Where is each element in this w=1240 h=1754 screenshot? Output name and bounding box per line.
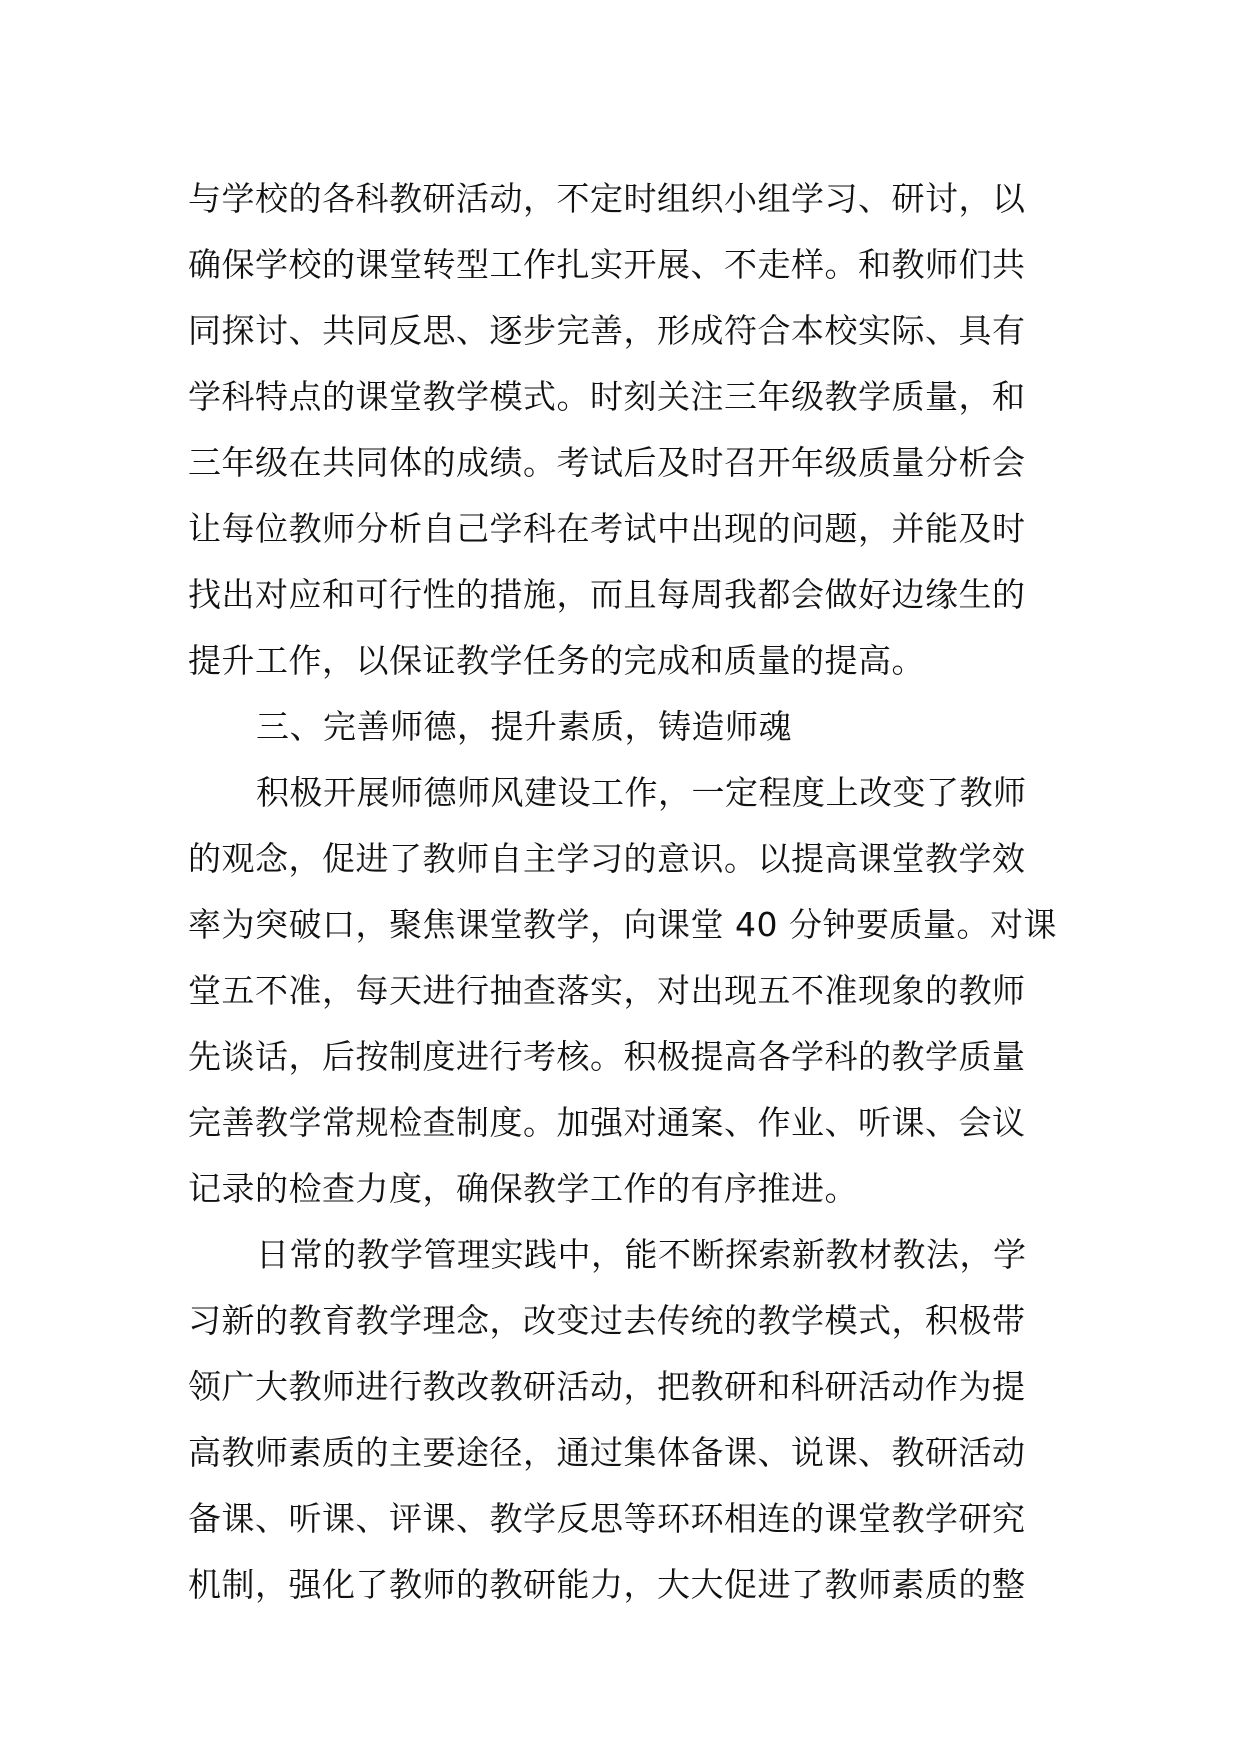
text-line: 确保学校的课堂转型工作扎实开展、不走样。和教师们共 <box>188 245 1026 284</box>
body-text <box>188 166 1068 1618</box>
text-line: 与学校的各科教研活动，不定时组织小组学习、研讨，以 <box>188 179 1026 218</box>
text-line: 率为突破口，聚焦课堂教学，向课堂 40 分钟要质量。对课 <box>188 905 1057 944</box>
text-line: 习新的教育教学理念，改变过去传统的教学模式，积极带 <box>188 1301 1026 1340</box>
text-line: 完善教学常规检查制度。加强对通案、作业、听课、会议 <box>188 1103 1026 1142</box>
text-line: 学科特点的课堂教学模式。时刻关注三年级教学质量，和 <box>188 377 1026 416</box>
paragraph-start-line: 积极开展师德师风建设工作，一定程度上改变了教师 <box>256 773 1027 812</box>
text-line: 堂五不准，每天进行抽查落实，对出现五不准现象的教师 <box>188 971 1026 1010</box>
text-line: 记录的检查力度，确保教学工作的有序推进。 <box>188 1169 858 1208</box>
text-line: 先谈话，后按制度进行考核。积极提高各学科的教学质量 <box>188 1037 1026 1076</box>
text-line: 的观念，促进了教师自主学习的意识。以提高课堂教学效 <box>188 839 1026 878</box>
text-line: 高教师素质的主要途径，通过集体备课、说课、教研活动 <box>188 1433 1026 1472</box>
text-line: 让每位教师分析自己学科在考试中出现的问题，并能及时 <box>188 509 1026 548</box>
text-line: 找出对应和可行性的措施，而且每周我都会做好边缘生的 <box>188 575 1026 614</box>
text-line: 同探讨、共同反思、逐步完善，形成符合本校实际、具有 <box>188 311 1026 350</box>
paragraph-start-line: 日常的教学管理实践中，能不断探索新教材教法，学 <box>256 1235 1027 1274</box>
text-line: 提升工作，以保证教学任务的完成和质量的提高。 <box>188 641 925 680</box>
section-heading: 三、完善师德，提升素质，铸造师魂 <box>256 707 792 746</box>
text-line: 领广大教师进行教改教研活动，把教研和科研活动作为提 <box>188 1367 1026 1406</box>
text-line: 备课、听课、评课、教学反思等环环相连的课堂教学研究 <box>188 1499 1026 1538</box>
text-line: 机制，强化了教师的教研能力，大大促进了教师素质的整 <box>188 1565 1026 1604</box>
text-line: 三年级在共同体的成绩。考试后及时召开年级质量分析会 <box>188 443 1026 482</box>
